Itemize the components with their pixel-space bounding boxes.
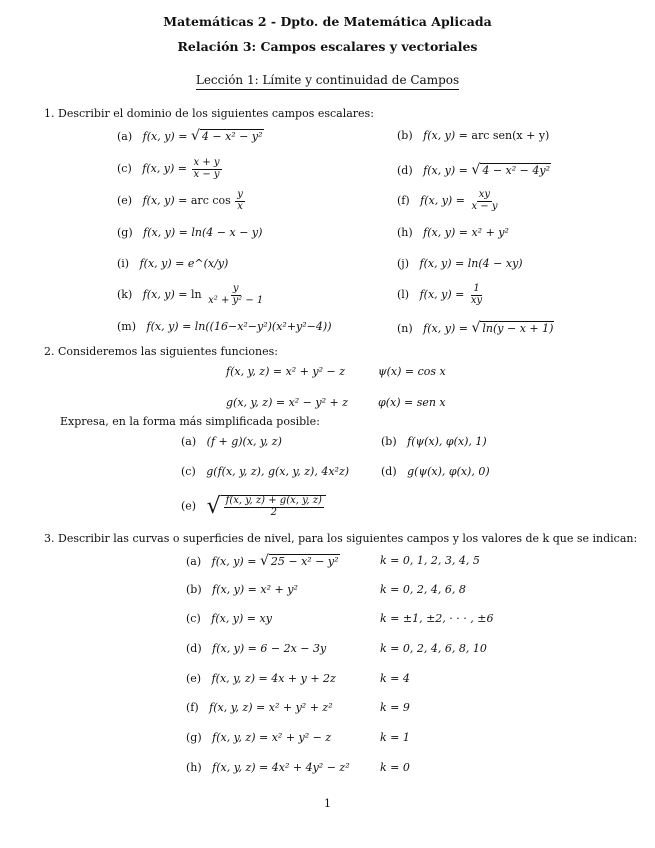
q1-item-n (397, 320, 554, 336)
q1-expr-j: ln(4 − xy) (467, 257, 523, 270)
q3-item-h (186, 761, 350, 774)
q3-expr-h: f(x, y, z) = 4x² + 4y² − z² (212, 761, 350, 774)
q1-fraction-f: $\frac{xy}{x - y}$ (471, 189, 498, 212)
q1-expr-a: 4 − x² − y² (201, 130, 263, 143)
q2-fraction-e: $\frac{f(x, y, z) + g(x, y, z)}{2}$ (225, 495, 322, 518)
header-course: Matemáticas 2 - Dpto. de Matemática Aplicada (163, 14, 492, 29)
q1-expr-h: x² + y² (471, 226, 509, 239)
q2-item-b (381, 435, 487, 448)
q1-statement (44, 107, 374, 120)
q3-item-d (186, 642, 326, 655)
q1-fraction-c: $\frac{x + y}{x - y}$ (193, 157, 220, 180)
q1-expr-m: f(x, y) = ln((16−x²−y²)(x²+y²−4)) (146, 320, 332, 333)
q1-fraction-k: $\frac{y}{\text{x² + y² − 1}}$ (208, 283, 264, 306)
q2-def-f: f(x, y, z) = x² + y² − z (226, 365, 346, 378)
q1-lhs-l: f(x, y) = (419, 288, 465, 301)
q1-label-m: (m) (117, 320, 137, 333)
q3-level-d: k = 0, 2, 4, 6, 8, 10 (380, 642, 487, 655)
q2-def-g: g(x, y, z) = x² − y² + z (226, 396, 349, 409)
q3-label-a: (a) (186, 555, 202, 568)
q2-expr-b: f(ψ(x), φ(x), 1) (407, 435, 487, 448)
q1-label-f: (f) (397, 194, 410, 207)
q1-item-l (397, 284, 485, 306)
q1-expr-b: arc sen(x + y) (471, 129, 550, 142)
q3-level-c: k = ±1, ±2, · · · , ±6 (380, 612, 494, 625)
q1-expr-n: ln(y − x + 1) (482, 322, 554, 335)
sqrt-symbol: √ (471, 320, 481, 336)
q3-label-e: (e) (186, 672, 202, 685)
q1-item-k (117, 284, 266, 306)
q3-level-a: k = 0, 1, 2, 3, 4, 5 (380, 554, 480, 567)
q1-lhs-j: f(x, y) = (419, 257, 465, 270)
q2-label-a: (a) (181, 435, 197, 448)
q1-item-a (117, 128, 264, 144)
q3-item-c (186, 612, 272, 625)
q3-number: 3. (44, 532, 55, 545)
q1-lhs-i: f(x, y) = (139, 257, 185, 270)
q1-expr-i: e^(x/y) (187, 257, 229, 270)
q1-label-n: (n) (397, 322, 413, 335)
q1-expr-g: ln(4 − x − y) (191, 226, 263, 239)
q3-label-c: (c) (186, 612, 201, 625)
q2-statement (44, 345, 278, 358)
q2-def-psi: ψ(x) = cos x (378, 365, 446, 378)
q3-label-d: (d) (186, 642, 202, 655)
q1-label-a: (a) (117, 130, 133, 143)
q3-label-b: (b) (186, 583, 202, 596)
q1-label-j: (j) (397, 257, 409, 270)
q2-item-a (181, 435, 282, 448)
header-relation: Relación 3: Campos escalares y vectoriales (177, 39, 478, 54)
q1-item-e (117, 190, 246, 212)
q3-statement (44, 532, 637, 545)
q2-radicand-e (221, 495, 326, 518)
q3-item-e (186, 672, 336, 685)
q1-label-c: (c) (117, 162, 132, 175)
q3-label-h: (h) (186, 761, 202, 774)
q3-expr-a: 25 − x² − y² (270, 555, 339, 568)
q1-item-d (397, 162, 551, 178)
q1-item-f (397, 190, 500, 212)
q1-lhs-d: f(x, y) = (423, 164, 468, 177)
q3-label-g: (g) (186, 731, 202, 744)
q1-ln: ln (191, 288, 202, 301)
q1-item-c (117, 158, 223, 180)
q2-expr-a: (f + g)(x, y, z) (206, 435, 282, 448)
q1-fraction-l: $\frac{1}{xy}$ (470, 283, 483, 306)
q3-expr-c: f(x, y) = xy (211, 612, 272, 625)
q3-expr-d: f(x, y) = 6 − 2x − 3y (212, 642, 327, 655)
q1-lhs-b: f(x, y) = (423, 129, 468, 142)
q1-lhs-a: f(x, y) = (142, 130, 188, 143)
q3-item-b (186, 583, 298, 596)
q1-item-j (397, 257, 523, 270)
q2-label-e: (e) (181, 499, 197, 513)
q2-item-e (181, 494, 326, 519)
q1-lhs-k: f(x, y) = (142, 288, 188, 301)
q1-label-g: (g) (117, 226, 133, 239)
q1-arccos: arc cos (190, 194, 231, 207)
q2-label-c: (c) (181, 465, 196, 478)
q2-def-phi: φ(x) = sen x (378, 396, 446, 409)
q1-text: Describir el dominio de los siguientes campos escalares: (58, 107, 374, 120)
q3-level-g: k = 1 (380, 731, 410, 744)
q2-instruction: Expresa, en la forma más simplificada posible: (60, 415, 320, 428)
sqrt-symbol: √ (206, 494, 221, 519)
q1-lhs-h: f(x, y) = (423, 226, 468, 239)
q3-item-a (186, 553, 340, 569)
q2-number: 2. (44, 345, 55, 358)
q3-level-f: k = 9 (380, 701, 410, 714)
q3-expr-f: f(x, y, z) = x² + y² + z² (209, 701, 333, 714)
q1-lhs-f: f(x, y) = (420, 194, 465, 207)
q1-item-b (397, 129, 549, 142)
q2-item-c (181, 465, 349, 478)
q3-level-h: k = 0 (380, 761, 410, 774)
q1-expr-d: 4 − x² − 4y² (482, 164, 550, 177)
q1-label-i: (i) (117, 257, 130, 270)
q1-lhs-n: f(x, y) = (423, 322, 468, 335)
q3-label-f: (f) (186, 701, 199, 714)
lesson-title (0, 73, 655, 87)
q3-lhs-a: f(x, y) = (211, 555, 257, 568)
q1-label-d: (d) (397, 164, 413, 177)
q3-level-b: k = 0, 2, 4, 6, 8 (380, 583, 466, 596)
sqrt-symbol: √ (471, 162, 481, 178)
q2-expr-d: g(ψ(x), φ(x), 0) (407, 465, 490, 478)
q1-label-h: (h) (397, 226, 413, 239)
lesson-title-text: Lección 1: Límite y continuidad de Campos (196, 73, 459, 90)
q1-label-k: (k) (117, 288, 133, 301)
q2-label-d: (d) (381, 465, 397, 478)
sqrt-symbol: √ (259, 553, 269, 569)
q2-item-d (381, 465, 490, 478)
q2-text: Consideremos las siguientes funciones: (58, 345, 278, 358)
q1-label-e: (e) (117, 194, 133, 207)
q1-number: 1. (44, 107, 55, 120)
q1-lhs-c: f(x, y) = (142, 162, 188, 175)
q1-item-m (117, 320, 331, 333)
q3-item-g (186, 731, 331, 744)
q1-fraction-e: $\frac{y}{x}$ (237, 189, 243, 212)
q2-expr-c: g(f(x, y, z), g(x, y, z), 4x²z) (206, 465, 350, 478)
q1-item-g (117, 226, 262, 239)
q3-expr-g: f(x, y, z) = x² + y² − z (212, 731, 332, 744)
q2-label-b: (b) (381, 435, 397, 448)
q3-text: Describir las curvas o superficies de nivel, para los siguientes campos y los valores de k que se indican: (58, 532, 638, 545)
q3-expr-b: f(x, y) = x² + y² (212, 583, 298, 596)
q1-lhs-g: f(x, y) = (143, 226, 188, 239)
q1-item-h (397, 226, 509, 239)
q1-label-b: (b) (397, 129, 413, 142)
q3-level-e: k = 4 (380, 672, 410, 685)
q1-lhs-e: f(x, y) = (142, 194, 188, 207)
q1-item-i (117, 257, 228, 270)
q1-label-l: (l) (397, 288, 410, 301)
sqrt-symbol: √ (190, 128, 200, 144)
page-number: 1 (324, 797, 331, 810)
q3-item-f (186, 701, 333, 714)
q3-expr-e: f(x, y, z) = 4x + y + 2z (211, 672, 336, 685)
